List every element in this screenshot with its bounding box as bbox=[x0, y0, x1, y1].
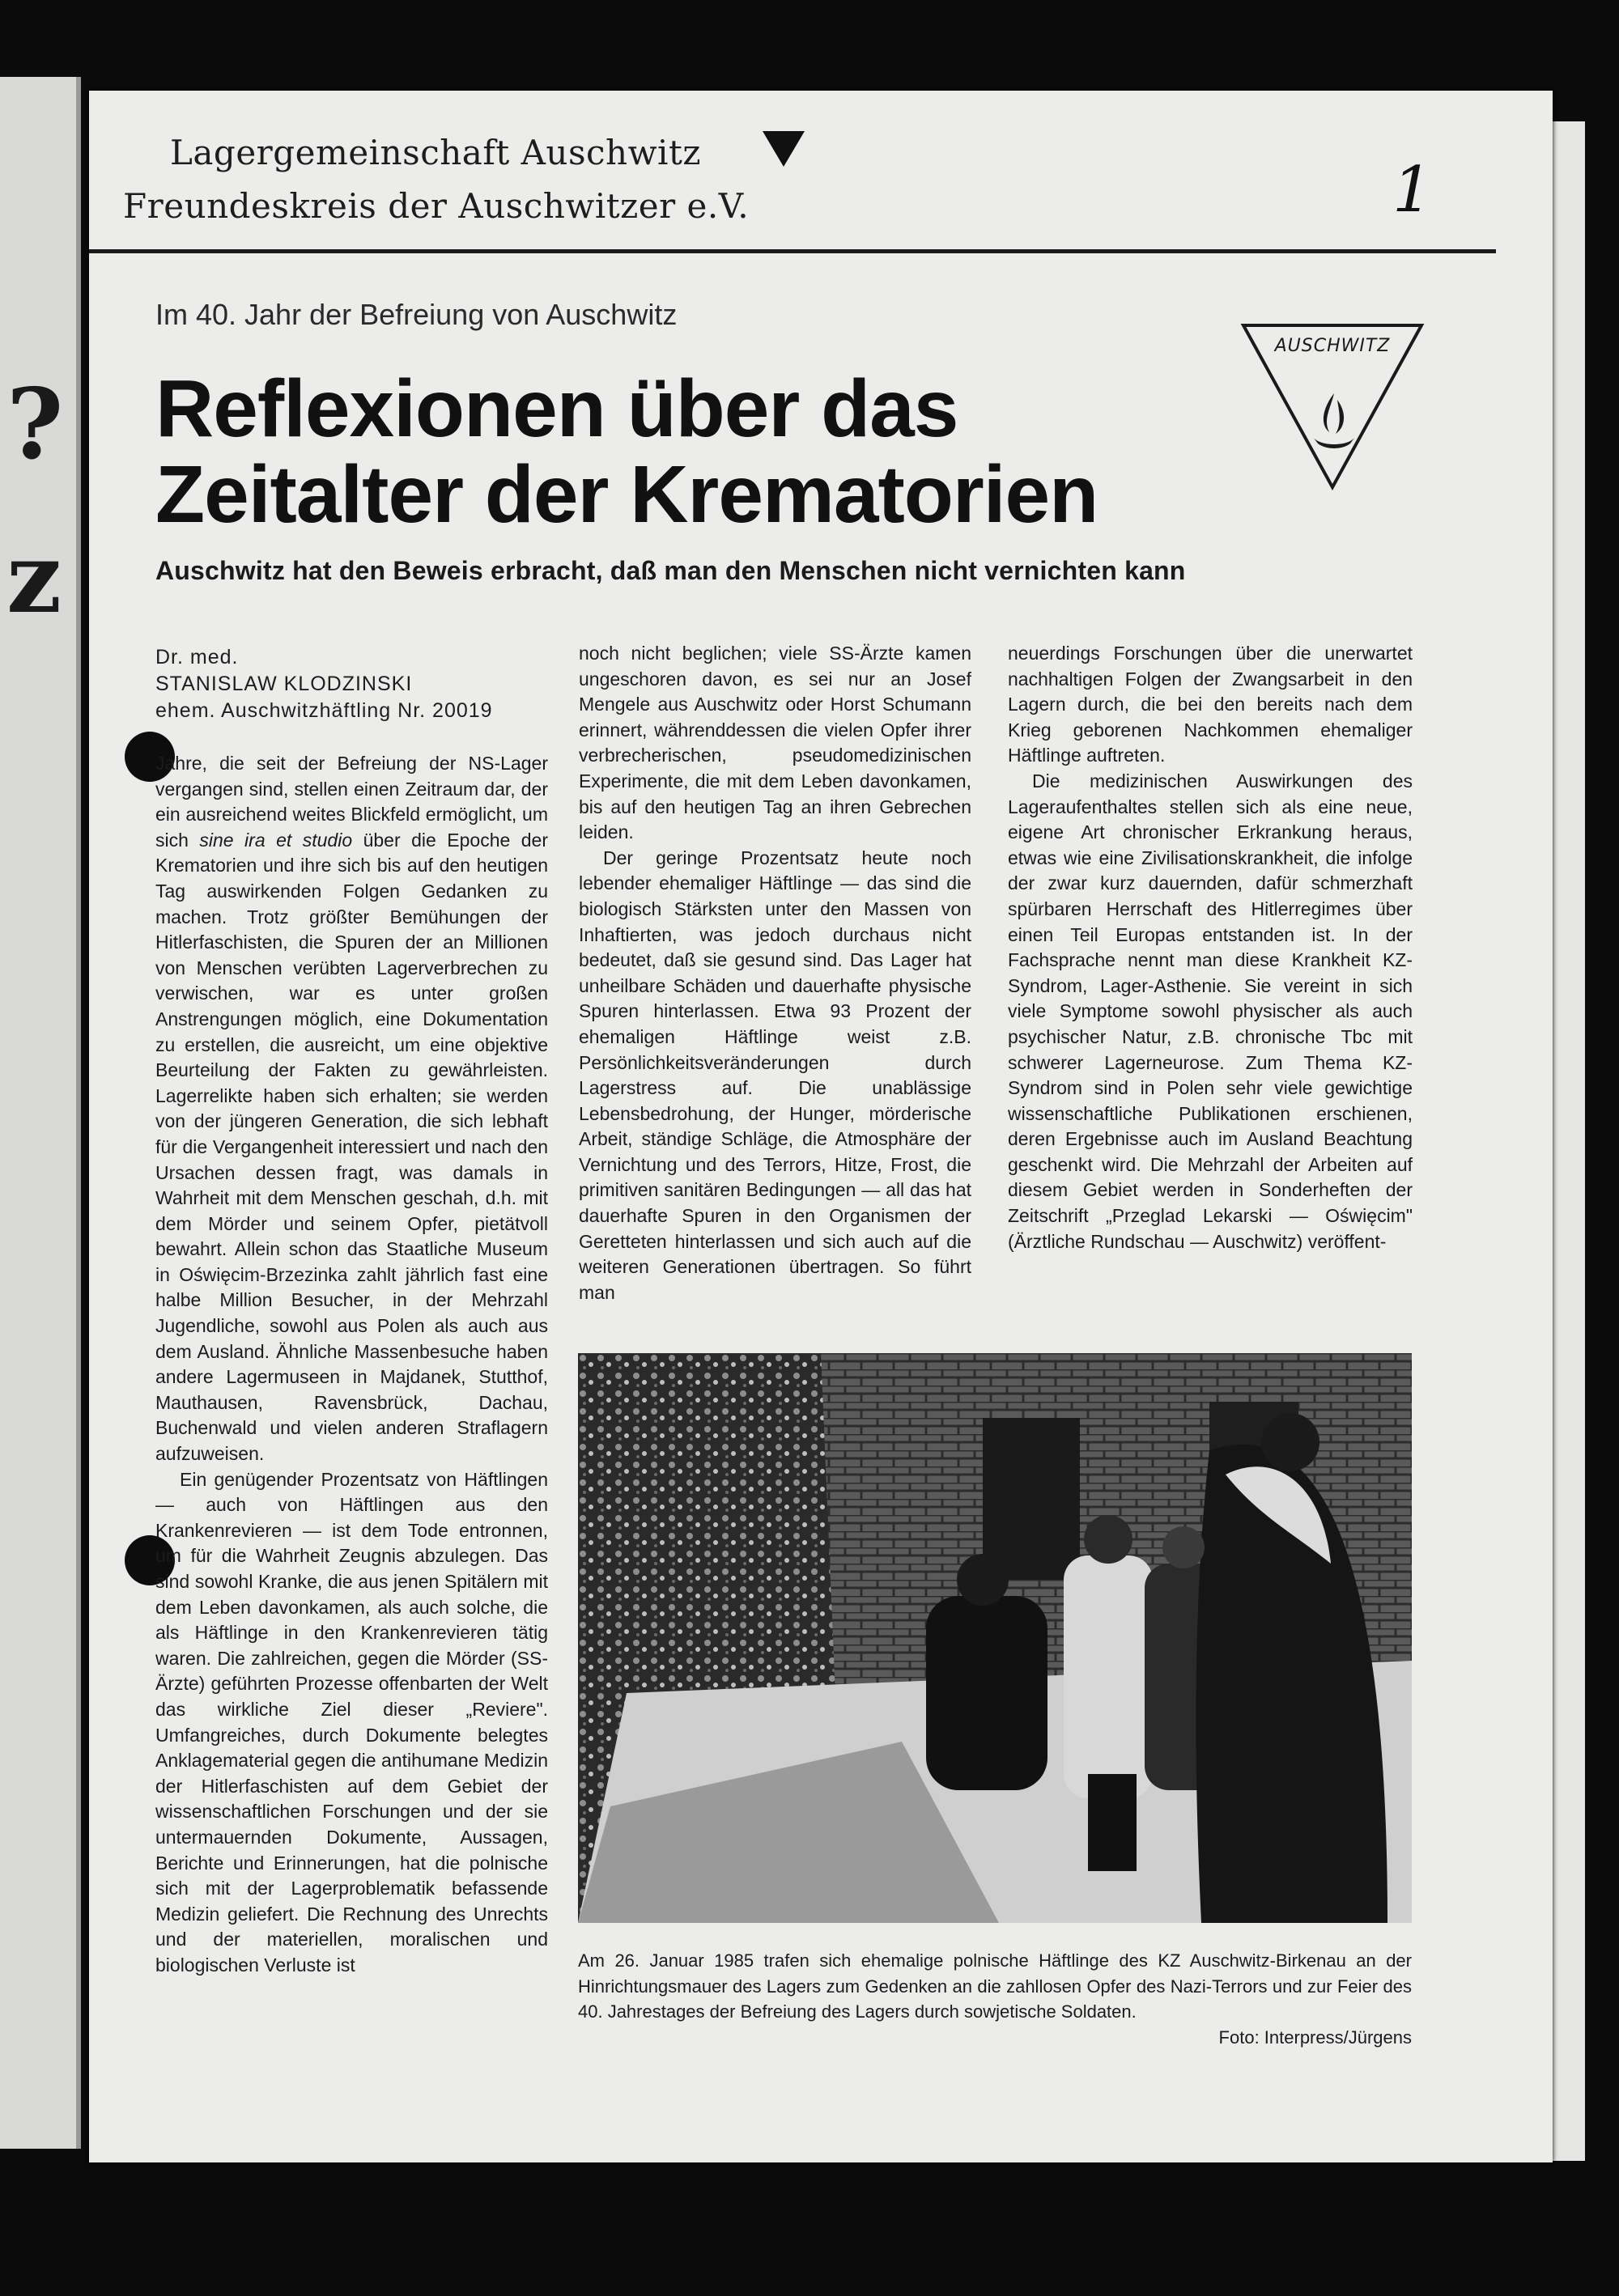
text-run: Jahre, die seit der Befreiung der NS-Lager vergangen sind, stellen einen Zeitraum dar, der ein ausreichend weites Blickfeld ermöglicht, um sich bbox=[155, 753, 548, 851]
auschwitz-triangle-logo bbox=[1239, 319, 1426, 494]
article-subtitle: Auschwitz hat den Beweis erbracht, daß man den Menschen nicht vernichten kann bbox=[155, 556, 1186, 585]
author-name: STANISLAW KLODZINSKI bbox=[155, 673, 413, 695]
paragraph: Der geringe Prozentsatz heute noch lebender ehemaliger Häftlinge — das sind die biologisch Stärksten unter den Massen von Inhaftierten, was jedoch durchaus nicht bedeutet, daß sie gesund sind. Das Lager hat unheilbare Schäden und dauerhafte physische Spuren hinterlassen. Etwa 93 Prozent der ehemaligen Häftlinge weist z.B. Persönlichkeitsveränderungen durch Lagerstress auf. Die unablässige Lebensbedrohung, der Hunger, mörderische Arbeit, ständige Schläge, die Atmosphäre der Vernichtung und des Terrors, Hitze, Frost, die primitiven sanitären Bedingungen — all das hat dauerhafte Spuren in den Organismen der Geretteten hinterlassen und sich auch auf die weiteren Generationen übertragen. So führt man bbox=[579, 847, 971, 1303]
paragraph bbox=[155, 751, 548, 1467]
article-kicker: Im 40. Jahr der Befreiung von Auschwitz bbox=[155, 298, 678, 331]
title-line-1: Reflexionen über das bbox=[155, 363, 958, 454]
logo-text: AUSCHWITZ bbox=[1274, 336, 1391, 356]
text-run: über die Epoche der Krematorien und ihre sich bis auf den heutigen Tag auswirkenden Folgen Gedanken zu machen. Trotz größter Bemühungen der Hitlerfaschisten, die Spuren der an Millionen von Menschen verübten Lagerverbrechen zu verwischen, war es unter großen Anstrengungen möglich, eine Dokumentation zu erstellen, die ausreicht, um eine objektive Beurteilung der Fakten zu gewährleisten. Lagerrelikte haben sich erhalten; sie werden von der jüngeren Generation, die sich lebhaft für die Vergangenheit interessiert und nach den Ursachen dessen fragt, was damals in Wahrheit mit dem Menschen geschah, d.h. mit dem Mörder und seinem Opfer, pietätvoll bewahrt. Allein schon das Staatliche Museum in Oświęcim-Brzezinka zahlt jährlich fast eine halbe Million Besucher, in der Mehrzahl Jugendliche, sowohl aus Polen als auch aus dem Ausland. Ähnliche Massenbesuche haben andere Lagermuseen in Majdanek, Stutthof, Mauthausen, Ravensbrück, Dachau, Buchenwald und vielen anderen Straflagern aufzuweisen. bbox=[155, 829, 548, 1465]
author-note: ehem. Auschwitzhäftling Nr. 20019 bbox=[155, 699, 493, 722]
org-subname: Freundeskreis der Auschwitzer e.V. bbox=[123, 186, 750, 226]
paragraph: Die medizinischen Auswirkungen des Lageraufenthaltes stellen sich als eine neue, eigene Art chronischer Erkrankung heraus, etwas wie eine Zivilisationskrankheit, die infolge der zwar kurz dauernden, dafür schmerzhaft spürbaren Herrschaft des Hitlerregimes über einen Teil Europas entstanden ist. In der Fachsprache nennt man diese Krankheit KZ-Syndrom, Lager-Asthenie. Sie vereint in sich viele Symptome sowohl physischer als auch psychischer Natur, z.B. chronische Tbc mit schwerer Lagerneurose. Zum Thema KZ-Syndrom sind in Polen sehr viele gewichtige wissenschaftliche Publikationen erschienen, deren Ergebnisse auch im Ausland Beachtung geschenkt wird. Die Mehrzahl der Arbeiten auf diesem Gebiet werden in Sonderheften der Zeitschrift „Przeglad Lekarski — Oświęcim" (Ärztliche Rundschau — Auschwitz) veröffent- bbox=[1008, 770, 1413, 1252]
underlying-page-fragment: z bbox=[6, 521, 62, 635]
underlying-page bbox=[0, 77, 81, 2149]
text-column-2 bbox=[579, 641, 971, 1305]
paragraph: noch nicht beglichen; viele SS-Ärzte kamen ungeschoren davon, es sei nur an Josef Mengele aus Auschwitz oder Horst Schumann erinnert, währenddessen die vielen Opfer ihrer verbrecherischen, pseudomedizinischen Experimente, die mit dem Leben davonkamen, bis auf den heutigen Tag an ihren Gebrechen leiden. bbox=[579, 643, 971, 843]
author-title: Dr. med. bbox=[155, 646, 239, 668]
title-line-2: Zeitalter der Krematorien bbox=[155, 449, 1098, 540]
text-column-3 bbox=[1008, 641, 1413, 1254]
paragraph: neuerdings Forschungen über die unerwartet nachhaltigen Folgen der Zwangsarbeit in den Lagern durch, die bei den bereits nach dem Krieg geborenen Nachkommen ehemaliger Häftlinge auftreten. bbox=[1008, 643, 1413, 766]
org-name: Lagergemeinschaft Auschwitz bbox=[170, 133, 701, 172]
author-block bbox=[155, 644, 493, 724]
photo-credit: Foto: Interpress/Jürgens bbox=[1218, 2027, 1412, 2048]
caption-text: Am 26. Januar 1985 trafen sich ehemalige polnische Häftlinge des KZ Auschwitz-Birkenau an der Hinrichtungsmauer des Lagers zum Gedenken an die zahllosen Opfer des Nazi-Terrors und zur Feier des 40. Jahrestages der Befreiung des Lagers durch sowjetische Soldaten. bbox=[578, 1950, 1412, 2022]
paragraph: Ein genügender Prozentsatz von Häftlingen — auch von Häftlingen aus den Krankenrevieren — ist dem Tode entronnen, um für die Wahrheit Zeugnis abzulegen. Das sind sowohl Kranke, die aus jenen Spitälern mit dem Leben davonkamen, als auch solche, die als Häftlinge in den Krankenrevieren tätig waren. Die zahlreichen, gegen die Mörder (SS-Ärzte) geführten Prozesse offenbarten der Welt das wirkliche Ziel dieser „Reviere". Umfangreiches, durch Dokumente belegtes Anklagematerial gegen die antihumane Medizin der Hitlerfaschisten auf dem Gebiet der wissenschaftlichen Forschungen und der sie untermauernden Dokumente, Aussagen, Berichte und Erinnerungen, hat die polnische sich mit der Lagerproblematik befassende Medizin geliefert. Die Rechnung des Unrechts und der materiellen, moralischen und biologischen Verluste ist bbox=[155, 1468, 548, 1976]
underlying-page-fragment: ? bbox=[6, 367, 64, 482]
triangle-icon bbox=[763, 131, 805, 167]
page-number: 1 bbox=[1392, 154, 1433, 227]
photo-caption bbox=[578, 1948, 1412, 2050]
newsletter-page bbox=[89, 91, 1553, 2162]
article-title bbox=[155, 363, 1098, 540]
text-column-1 bbox=[155, 751, 548, 1979]
underlying-page-edge bbox=[76, 77, 81, 2149]
header-rule bbox=[89, 249, 1496, 253]
emphasis-text: sine ira et studio bbox=[199, 829, 353, 851]
memorial-photo bbox=[578, 1353, 1412, 1923]
photo-illustration bbox=[578, 1353, 1412, 1923]
